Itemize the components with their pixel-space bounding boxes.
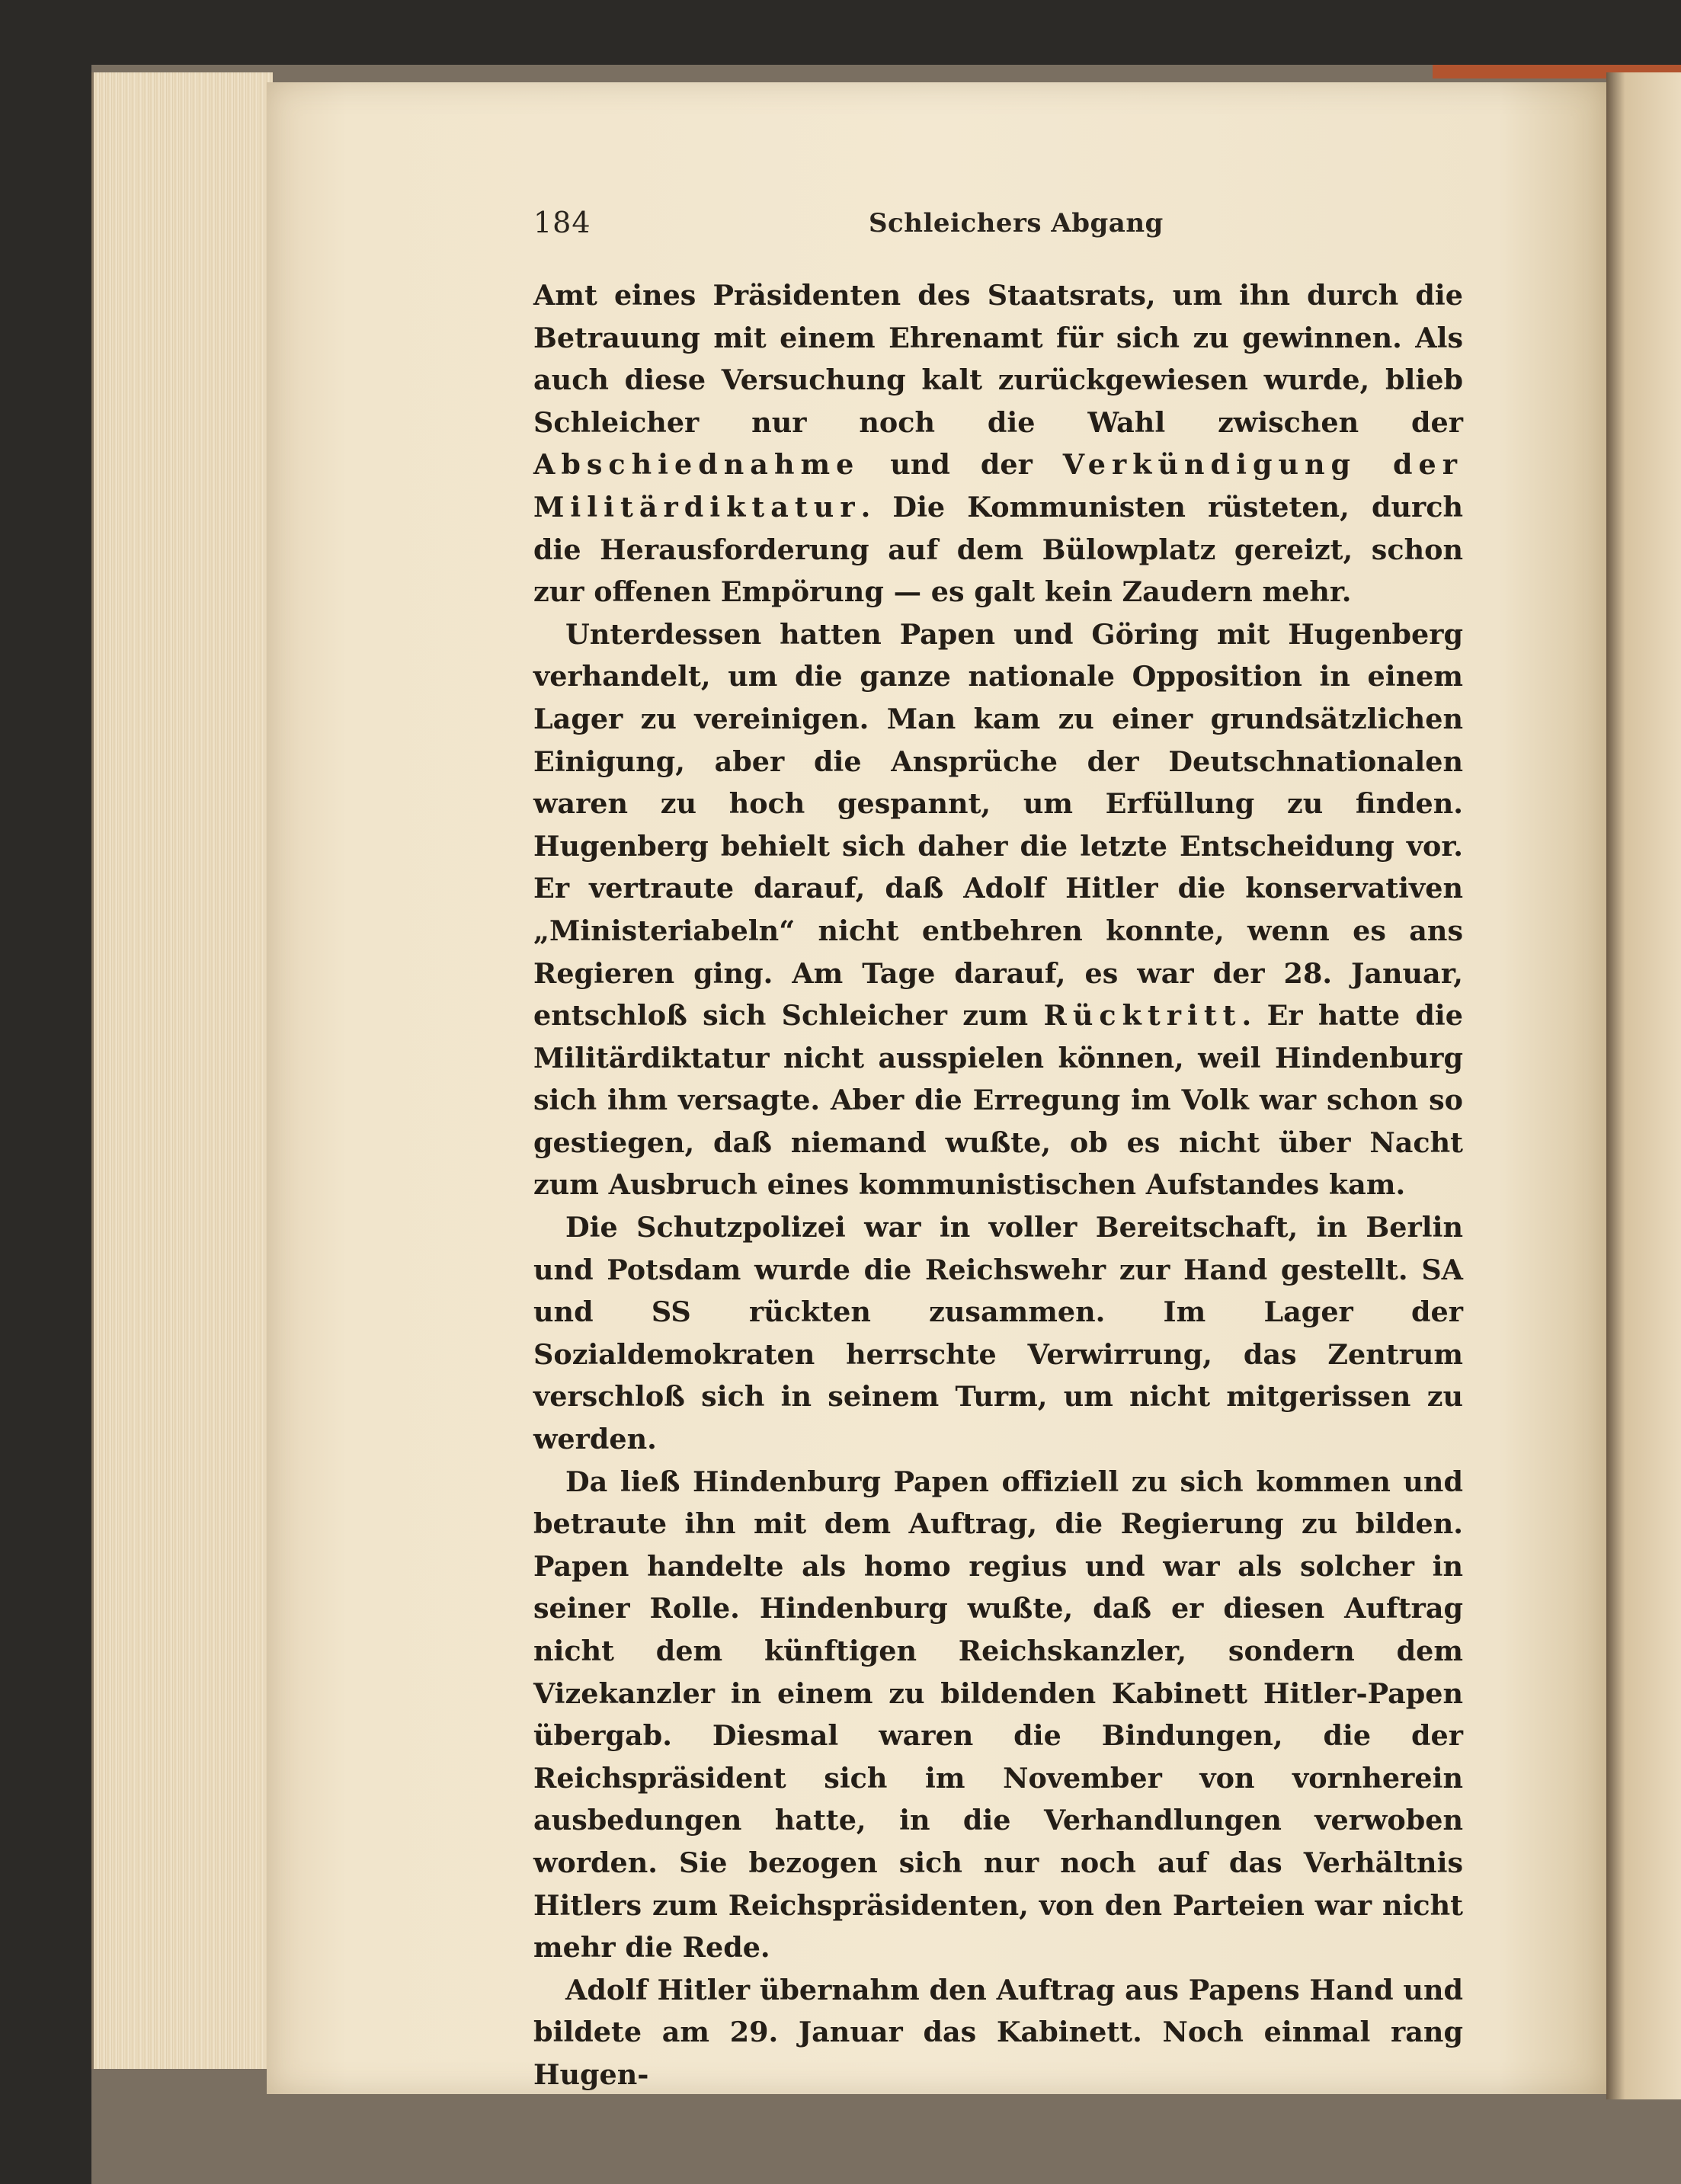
paragraph: [533, 613, 1463, 1206]
paragraph-text: Amt eines Präsidenten des Staatsrats, um ihn durch die Betrauung mit einem Ehrenamt für sich zu gewinnen. Als auch diese Versuchung kalt zurückgewiesen wurde, blieb Schleicher nur noch die Wahl zwischen der: [533, 279, 1463, 439]
next-page-edge: [1606, 72, 1681, 2099]
paragraph-text: Da ließ Hindenburg Papen offiziell zu sich kommen und betraute ihn mit dem Auftrag, die Regierung zu bilden. Papen handelte als homo regius und war als solcher in seiner Rolle. Hindenburg wußte, daß er diesen Auftrag nicht dem künftigen Reichskanzler, sondern dem Vizekanzler in einem zu bildenden Kabinett Hitler-Papen übergab. Diesmal waren die Bindungen, die der Reichspräsident sich im November von vornherein ausbedungen hatte, in die Verhandlungen verwoben worden. Sie bezogen sich nur noch auf das Verhältnis Hitlers zum Reichspräsidenten, von den Parteien war nicht mehr die Rede.: [533, 1465, 1463, 1965]
emphasized-text: Rücktritt: [1043, 999, 1242, 1033]
paragraph: [533, 274, 1463, 613]
paragraph: [533, 1969, 1463, 2096]
paragraph: [533, 1461, 1463, 1969]
emphasized-text: Abschiednahme: [533, 448, 860, 482]
page-edges: [91, 72, 273, 2069]
body-text: [533, 274, 1463, 2096]
paragraph-text: . Er hatte die Militärdiktatur nicht ausspielen können, weil Hindenburg sich ihm versagte. Aber die Erregung im Volk war schon so gestiegen, daß niemand wußte, ob es nicht über Nacht zum Ausbruch eines kommunistischen Aufstandes kam.: [533, 999, 1463, 1202]
paragraph: [533, 1206, 1463, 1461]
emphasized-text: Verkündigung der Militärdiktatur: [533, 448, 1463, 524]
paragraph-text: Unterdessen hatten Papen und Göring mit Hugenberg verhandelt, um die ganze nationale Opposition in einem Lager zu vereinigen. Man kam zu einer grundsätzlichen Einigung, aber die Ansprüche der Deutschnationalen waren zu hoch gespannt, um Erfüllung zu finden. Hugenberg behielt sich daher die letzte Entscheidung vor. Er vertraute darauf, daß Adolf Hitler die konservativen „Ministeriabeln“ nicht entbehren konnte, wenn es ans Regieren ging. Am Tage darauf, es war der 28. Januar, entschloß sich Schleicher zum: [533, 617, 1463, 1033]
paragraph-text: Adolf Hitler übernahm den Auftrag aus Papens Hand und bildete am 29. Januar das Kabinett. Noch einmal rang Hugen-: [533, 1973, 1463, 2091]
page-number: 184: [533, 206, 591, 239]
paragraph-text: Die Schutzpolizei war in voller Bereitschaft, in Berlin und Potsdam wurde die Reichswehr zur Hand gestellt. SA und SS rückten zusammen. Im Lager der Sozialdemokraten herrschte Verwirrung, das Zentrum verschloß sich in seinem Turm, um nicht mitgerissen zu werden.: [533, 1211, 1463, 1456]
running-title: Schleichers Abgang: [869, 208, 1164, 239]
paragraph-text: . Die Kommunisten rüsteten, durch die Herausforderung auf dem Bülowplatz gereizt, schon zur offenen Empörung — es galt kein Zaudern mehr.: [533, 490, 1463, 609]
paragraph-text: und der: [860, 448, 1063, 482]
